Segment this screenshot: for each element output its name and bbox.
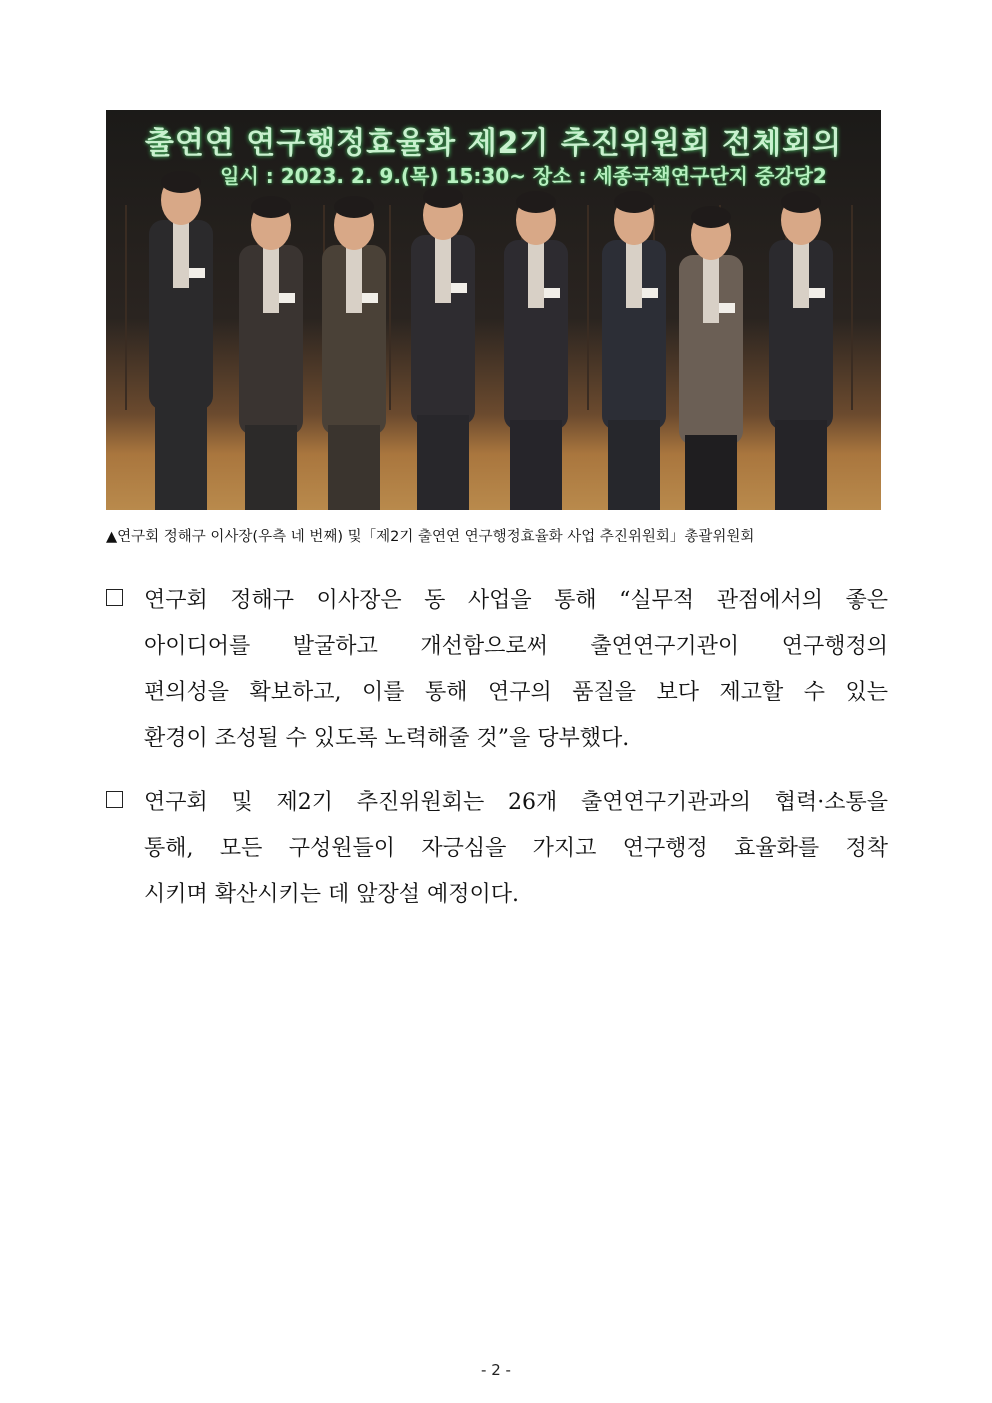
paragraph-line: 편의성을 확보하고, 이를 통해 연구의 품질을 보다 제고할 수 있는 xyxy=(144,680,888,705)
paragraph-line: 시키며 확산시키는 데 앞장설 예정이다. xyxy=(144,882,519,907)
person-shirt xyxy=(435,233,451,303)
person-legs xyxy=(328,425,380,510)
paragraph-line: 연구회 정해구 이사장은 동 사업을 통해 “실무적 관점에서의 좋은 xyxy=(144,588,888,613)
person-hair xyxy=(691,206,731,228)
person-shirt xyxy=(703,253,719,323)
name-tag xyxy=(809,288,825,298)
paragraph-line: 통해, 모든 구성원들이 자긍심을 가지고 연구행정 효율화를 정착 xyxy=(144,836,888,861)
person-shirt xyxy=(793,238,809,308)
paragraph-line: 환경이 조성될 수 있도록 노력해줄 것”을 당부했다. xyxy=(144,726,630,751)
checkbox-bullet-icon xyxy=(106,589,123,606)
banner-title: 출연연 연구행정효율화 제2기 추진위원회 전체회의 xyxy=(144,126,843,161)
event-photo xyxy=(106,110,881,510)
person-shirt xyxy=(626,238,642,308)
paragraph-1 xyxy=(106,578,888,768)
name-tag xyxy=(189,268,205,278)
name-tag xyxy=(451,283,467,293)
person-hair xyxy=(614,191,654,213)
photo-caption: ▲연구회 정해구 이사장(우측 네 번째) 및「제2기 출연연 연구행정효율화 사업 추진위원회」총괄위원회 xyxy=(106,529,755,545)
person-hair xyxy=(251,196,291,218)
person-legs xyxy=(608,420,660,510)
person-legs xyxy=(775,420,827,510)
person-hair xyxy=(423,186,463,208)
person-legs xyxy=(685,435,737,510)
person-hair xyxy=(781,191,821,213)
name-tag xyxy=(544,288,560,298)
person-hair xyxy=(516,191,556,213)
name-tag xyxy=(362,293,378,303)
name-tag xyxy=(642,288,658,298)
paragraph-line: 아이디어를 발굴하고 개선함으로써 출연연구기관이 연구행정의 xyxy=(144,634,888,659)
person-legs xyxy=(417,415,469,510)
person-legs xyxy=(245,425,297,510)
banner-subtitle: 일시 : 2023. 2. 9.(목) 15:30~ 장소 : 세종국책연구단지 중강당2 xyxy=(220,164,827,188)
paragraph-line: 연구회 및 제2기 추진위원회는 26개 출연연구기관과의 협력·소통을 xyxy=(144,790,888,815)
person-hair xyxy=(334,196,374,218)
person-legs xyxy=(510,420,562,510)
person-shirt xyxy=(528,238,544,308)
name-tag xyxy=(279,293,295,303)
person-shirt xyxy=(346,243,362,313)
paragraph-2 xyxy=(106,780,888,920)
person-shirt xyxy=(263,243,279,313)
name-tag xyxy=(719,303,735,313)
page-number: - 2 - xyxy=(481,1361,511,1379)
checkbox-bullet-icon xyxy=(106,791,123,808)
person-shirt xyxy=(173,218,189,288)
person-legs xyxy=(155,400,207,510)
